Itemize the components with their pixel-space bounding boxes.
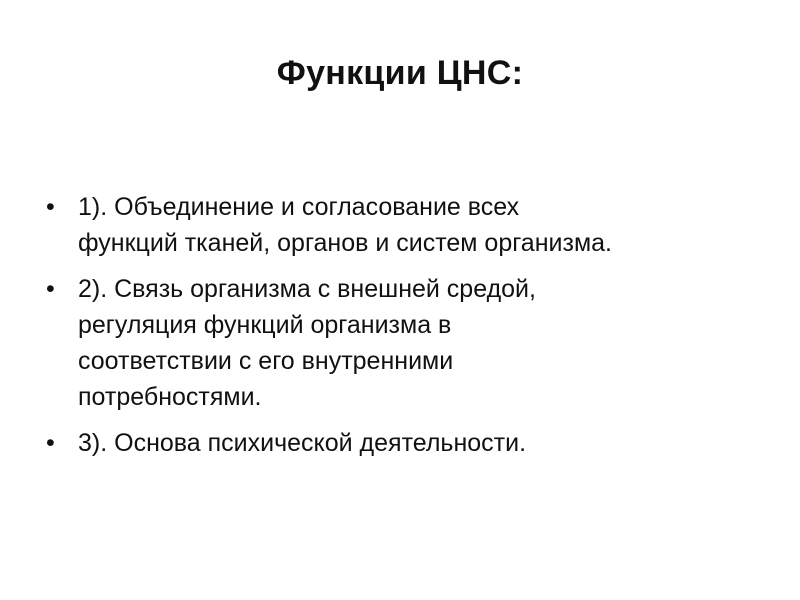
bullet-item-1 (46, 189, 746, 261)
bullet-text-3: 3). Основа психической деятельности. (78, 429, 527, 457)
bullet-text-1: 1). Объединение и согласование всех функций тканей, органов и систем организма. (78, 193, 612, 257)
bullet-icon: • (46, 429, 55, 457)
slide-title: Функции ЦНС: (276, 54, 524, 92)
bullet-icon: • (46, 193, 55, 221)
bullet-text-2: 2). Связь организма с внешней средой, регуляция функций организма в соответствии с его внутренними потребностями. (78, 275, 536, 411)
bullet-item-2 (46, 271, 746, 415)
bullet-item-3 (46, 425, 746, 461)
bullet-list (46, 189, 746, 471)
bullet-icon: • (46, 275, 55, 303)
